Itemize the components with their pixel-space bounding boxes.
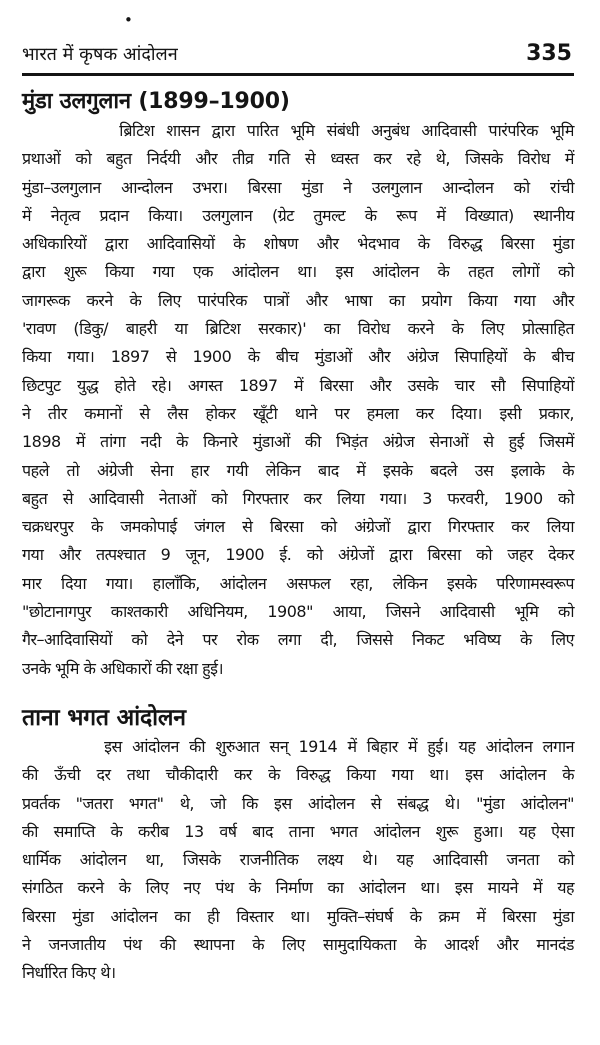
page-number: 335 <box>526 41 572 66</box>
text-line: इस आंदोलन की शुरुआत सन् 1914 में बिहार में हुई। यह आंदोलन लगान <box>22 737 574 756</box>
paragraph-munda-ulgulan <box>22 117 574 683</box>
text-line: जागरूक करने के लिए पारंपरिक पात्रों और भाषा का प्रयोग किया गया और <box>22 290 574 310</box>
text-line: मुंडा–उलगुलान आन्दोलन उभरा। बिरसा मुंडा ने उलगुलान आन्दोलन को रांची <box>22 177 574 197</box>
text-line: की समाप्ति के करीब 13 वर्ष बाद ताना भगत आंदोलन शुरू हुआ। यह ऐसा <box>22 821 574 841</box>
text-line: ने तीर कमानों से लैस होकर खूँटी थाने पर हमला कर दिया। इसी प्रकार, <box>22 403 574 423</box>
text-line: ब्रिटिश शासन द्वारा पारित भूमि संबंधी अनुबंध आदिवासी पारंपरिक भूमि <box>22 121 574 140</box>
text-line: 'रावण (डिकु/ बाहरी या ब्रिटिश सरकार)' का विरोध करने के लिए प्रोत्साहित <box>22 319 574 339</box>
text-line: 1898 में तांगा नदी के किनारे मुंडाओं की भिड़ंत अंग्रेज सेनाओं से हुई जिसमें <box>22 432 574 452</box>
text-line: में नेतृत्व प्रदान किया। उलगुलान (ग्रेट तुमल्ट के रूप में विख्यात) स्थानीय <box>22 205 574 225</box>
text-line: छिटपुट युद्ध होते रहे। अगस्त 1897 में बिरसा और उसके चार सौ सिपाहियों <box>22 375 574 395</box>
text-line: बहुत से आदिवासी नेताओं को गिरफ्तार कर लिया गया। 3 फरवरी, 1900 को <box>22 488 574 508</box>
text-line: प्रथाओं को बहुत निर्दयी और तीव्र गति से ध्वस्त कर रहे थे, जिसके विरोध में <box>22 149 574 169</box>
text-line: गैर–आदिवासियों को देने पर रोक लगा दी, जिससे निकट भविष्य के लिए <box>22 630 574 650</box>
text-line: किया गया। 1897 से 1900 के बीच मुंडाओं और अंग्रेज सिपाहियों के बीच <box>22 347 574 367</box>
text-line: उनके भूमि के अधिकारों की रक्षा हुई। <box>22 658 224 678</box>
text-line: प्रवर्तक "जतरा भगत" थे, जो कि इस आंदोलन से संबद्ध थे। "मुंडा आंदोलन" <box>22 793 574 813</box>
text-line: द्वारा शुरू किया गया एक आंदोलन था। इस आंदोलन के तहत लोगों को <box>22 262 574 282</box>
section-heading-munda-ulgulan: मुंडा उलगुलान (1899–1900) <box>22 89 290 114</box>
text-line: की ऊँची दर तथा चौकीदारी कर के विरुद्ध किया गया था। इस आंदोलन के <box>22 765 574 785</box>
text-line: गया और तत्पश्चात 9 जून, 1900 ई. को अंग्रेजों द्वारा बिरसा को जहर देकर <box>22 545 574 565</box>
header-mark: • <box>124 11 133 29</box>
text-line: "छोटानागपुर काश्तकारी अधिनियम, 1908" आया, जिसने आदिवासी भूमि को <box>22 602 574 622</box>
text-line: संगठित करने के लिए नए पंथ के निर्माण का आंदोलन था। इस मायने में यह <box>22 878 574 898</box>
text-line: चक्रधरपुर के जमकोपाई जंगल से बिरसा को अंग्रेजों द्वारा गिरफ्तार कर लिया <box>22 517 574 537</box>
section-heading-tana-bhagat: ताना भगत आंदोलन <box>22 705 186 731</box>
running-title: भारत में कृषक आंदोलन <box>22 44 178 65</box>
text-line: निर्धारित किए थे। <box>22 963 116 983</box>
text-line: ने जनजातीय पंथ की स्थापना के लिए सामुदायिकता के आदर्श और मानदंड <box>22 935 574 955</box>
paragraph-tana-bhagat <box>22 733 574 988</box>
text-line: अधिकारियों द्वारा आदिवासियों के शोषण और भेदभाव के विरुद्ध बिरसा मुंडा <box>22 234 574 254</box>
text-line: मार दिया गया। हालाँकि, आंदोलन असफल रहा, लेकिन इसके परिणामस्वरूप <box>22 573 574 593</box>
text-line: धार्मिक आंदोलन था, जिसके राजनीतिक लक्ष्य थे। यह आदिवासी जनता को <box>22 850 574 870</box>
running-header <box>22 43 574 76</box>
text-line: पहले तो अंग्रेजी सेना हार गयी लेकिन बाद में इसके बदले उस इलाके के <box>22 460 574 480</box>
text-line: बिरसा मुंडा आंदोलन का ही विस्तार था। मुक्ति–संघर्ष के क्रम में बिरसा मुंडा <box>22 906 574 926</box>
